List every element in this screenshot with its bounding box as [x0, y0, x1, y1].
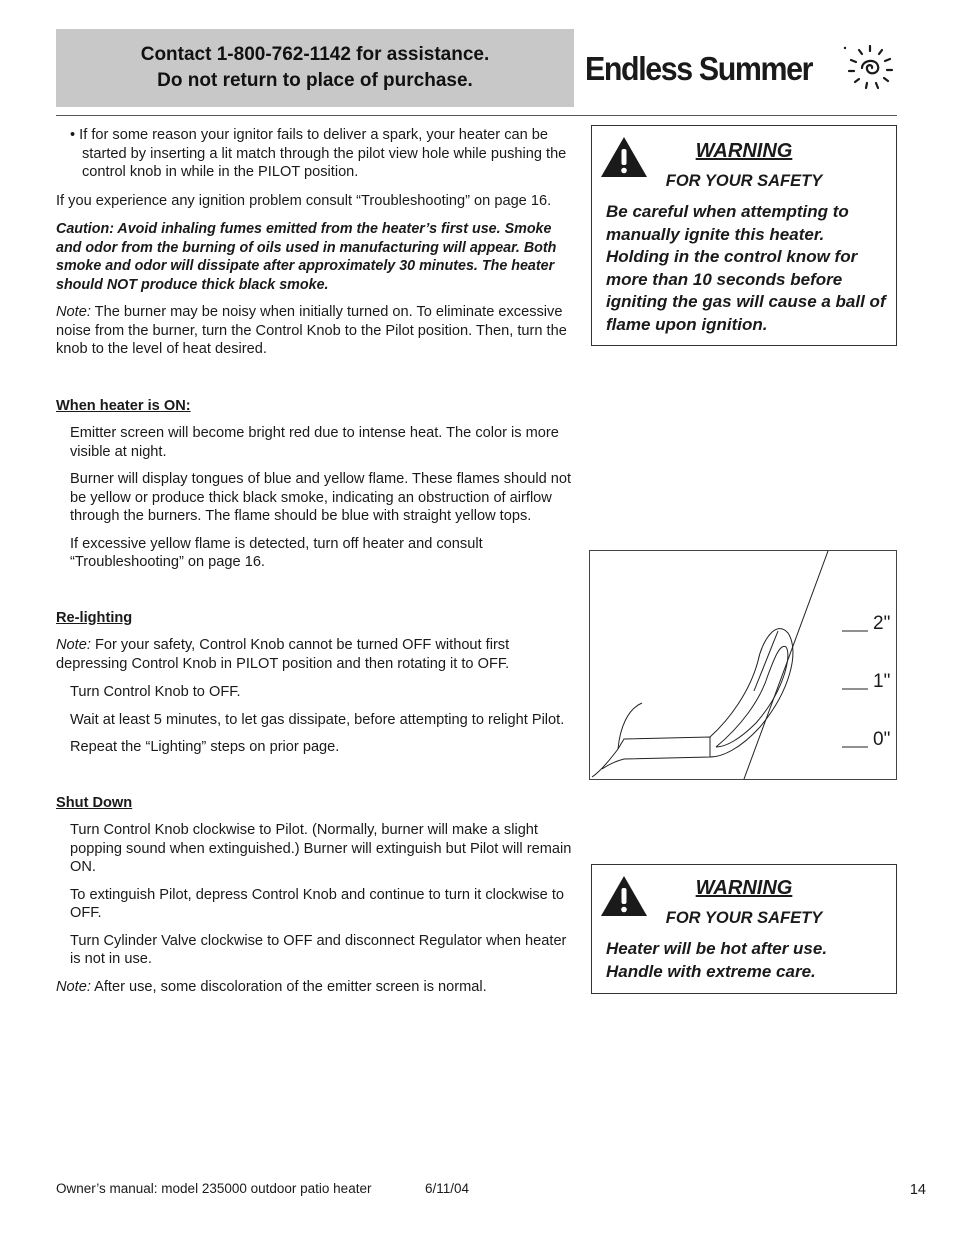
- note-label: Note:: [56, 978, 91, 995]
- contact-line-1: Contact 1-800-762-1142 for assistance.: [140, 44, 490, 65]
- warning-body: Be careful when attempting to manually ignite this heater. Holding in the control know for more than 10 seconds before igniting the gas will cause a ball of flame upon ignition.: [606, 202, 886, 334]
- header-rule: [56, 115, 897, 116]
- warning-title: WARNING: [695, 140, 793, 162]
- ignition-problem-text: If you experience any ignition problem consult “Troubleshooting” on page 16.: [56, 192, 552, 209]
- heater-on-paragraph-1: Emitter screen will become bright red due to intense heat. The color is more visible at night.: [70, 425, 559, 460]
- relighting-step-3: Repeat the “Lighting” steps on prior page.: [70, 739, 340, 755]
- note-text: The burner may be noisy when initially turned on. To eliminate excessive noise from the burner, turn the Control Knob to the Pilot position. Then, turn the knob to the level of heat desired.: [56, 304, 567, 357]
- caution-text: Caution: Avoid inhaling fumes emitted from the heater’s first use. Smoke and odor from the burning of oils used in manufacturing will appear. Both smoke and odor will dissipate after approximately 30 minutes. The heater should NOT produce thick black smoke.: [56, 221, 557, 293]
- warning-box-ignition: [591, 125, 897, 346]
- shutdown-note: [56, 978, 578, 997]
- contact-line-2: Do not return to place of purchase.: [157, 70, 473, 91]
- warning-title: WARNING: [695, 877, 793, 899]
- relighting-step-1: Turn Control Knob to OFF.: [70, 684, 241, 700]
- shutdown-step-2: To extinguish Pilot, depress Control Knob and continue to turn it clockwise to OFF.: [70, 886, 565, 921]
- heater-on-heading: When heater is ON:: [56, 397, 191, 414]
- relighting-step-2: Wait at least 5 minutes, to let gas dissipate, before attempting to relight Pilot.: [70, 711, 565, 728]
- brand-logo-text: Endless Summer: [585, 50, 813, 87]
- warning-subtitle: FOR YOUR SAFETY: [665, 172, 823, 190]
- burner-noise-note: [56, 303, 578, 359]
- relighting-heading: Re-lighting: [56, 609, 133, 626]
- contact-banner: [56, 29, 574, 107]
- heater-on-paragraph-2: Burner will display tongues of blue and yellow flame. These flames should not be yellow or produce thick black smoke, indicating an obstruction of airflow through the burners. The flame should be blue with straight yellow tops.: [70, 471, 572, 524]
- note-label: Note:: [56, 637, 91, 653]
- shutdown-step-3: Turn Cylinder Valve clockwise to OFF and disconnect Regulator when heater is not in use.: [70, 932, 567, 967]
- relighting-note: [56, 636, 578, 673]
- heater-on-paragraph-3: If excessive yellow flame is detected, turn off heater and consult “Troubleshooting” on page 16.: [70, 535, 483, 570]
- footer-manual-title: Owner’s manual: model 235000 outdoor patio heater: [56, 1181, 372, 1196]
- flame-height-diagram: [589, 550, 897, 780]
- shutdown-step-1: Turn Control Knob clockwise to Pilot. (Normally, burner will make a slight popping sound when extinguished.) Burner will extinguish but Pilot will remain ON.: [70, 822, 572, 875]
- warning-subtitle: FOR YOUR SAFETY: [665, 909, 823, 927]
- flame-height-label-1in: 1": [873, 671, 891, 692]
- sun-logo-icon: [842, 42, 898, 92]
- instructions-column: [56, 126, 578, 1006]
- flame-height-label-0in: 0": [873, 729, 891, 750]
- note-text: For your safety, Control Knob cannot be turned OFF without first depressing Control Knob in PILOT position and then rotating it to OFF.: [56, 637, 510, 672]
- warning-body: Heater will be hot after use. Handle with extreme care.: [606, 939, 828, 981]
- flame-height-label-2in: 2": [873, 613, 891, 634]
- shutdown-heading: Shut Down: [56, 794, 133, 811]
- page-number: 14: [909, 1182, 926, 1198]
- ignitor-bullet: • If for some reason your ignitor fails to deliver a spark, your heater can be started by inserting a lit match through the pilot view hole while pushing the control knob in while in the PILOT position.: [70, 127, 567, 180]
- footer-date: 6/11/04: [425, 1181, 470, 1196]
- flame-height-illustration: [590, 551, 896, 779]
- note-text: After use, some discoloration of the emitter screen is normal.: [90, 978, 487, 995]
- warning-box-hot: [591, 864, 897, 994]
- note-label: Note:: [56, 304, 91, 320]
